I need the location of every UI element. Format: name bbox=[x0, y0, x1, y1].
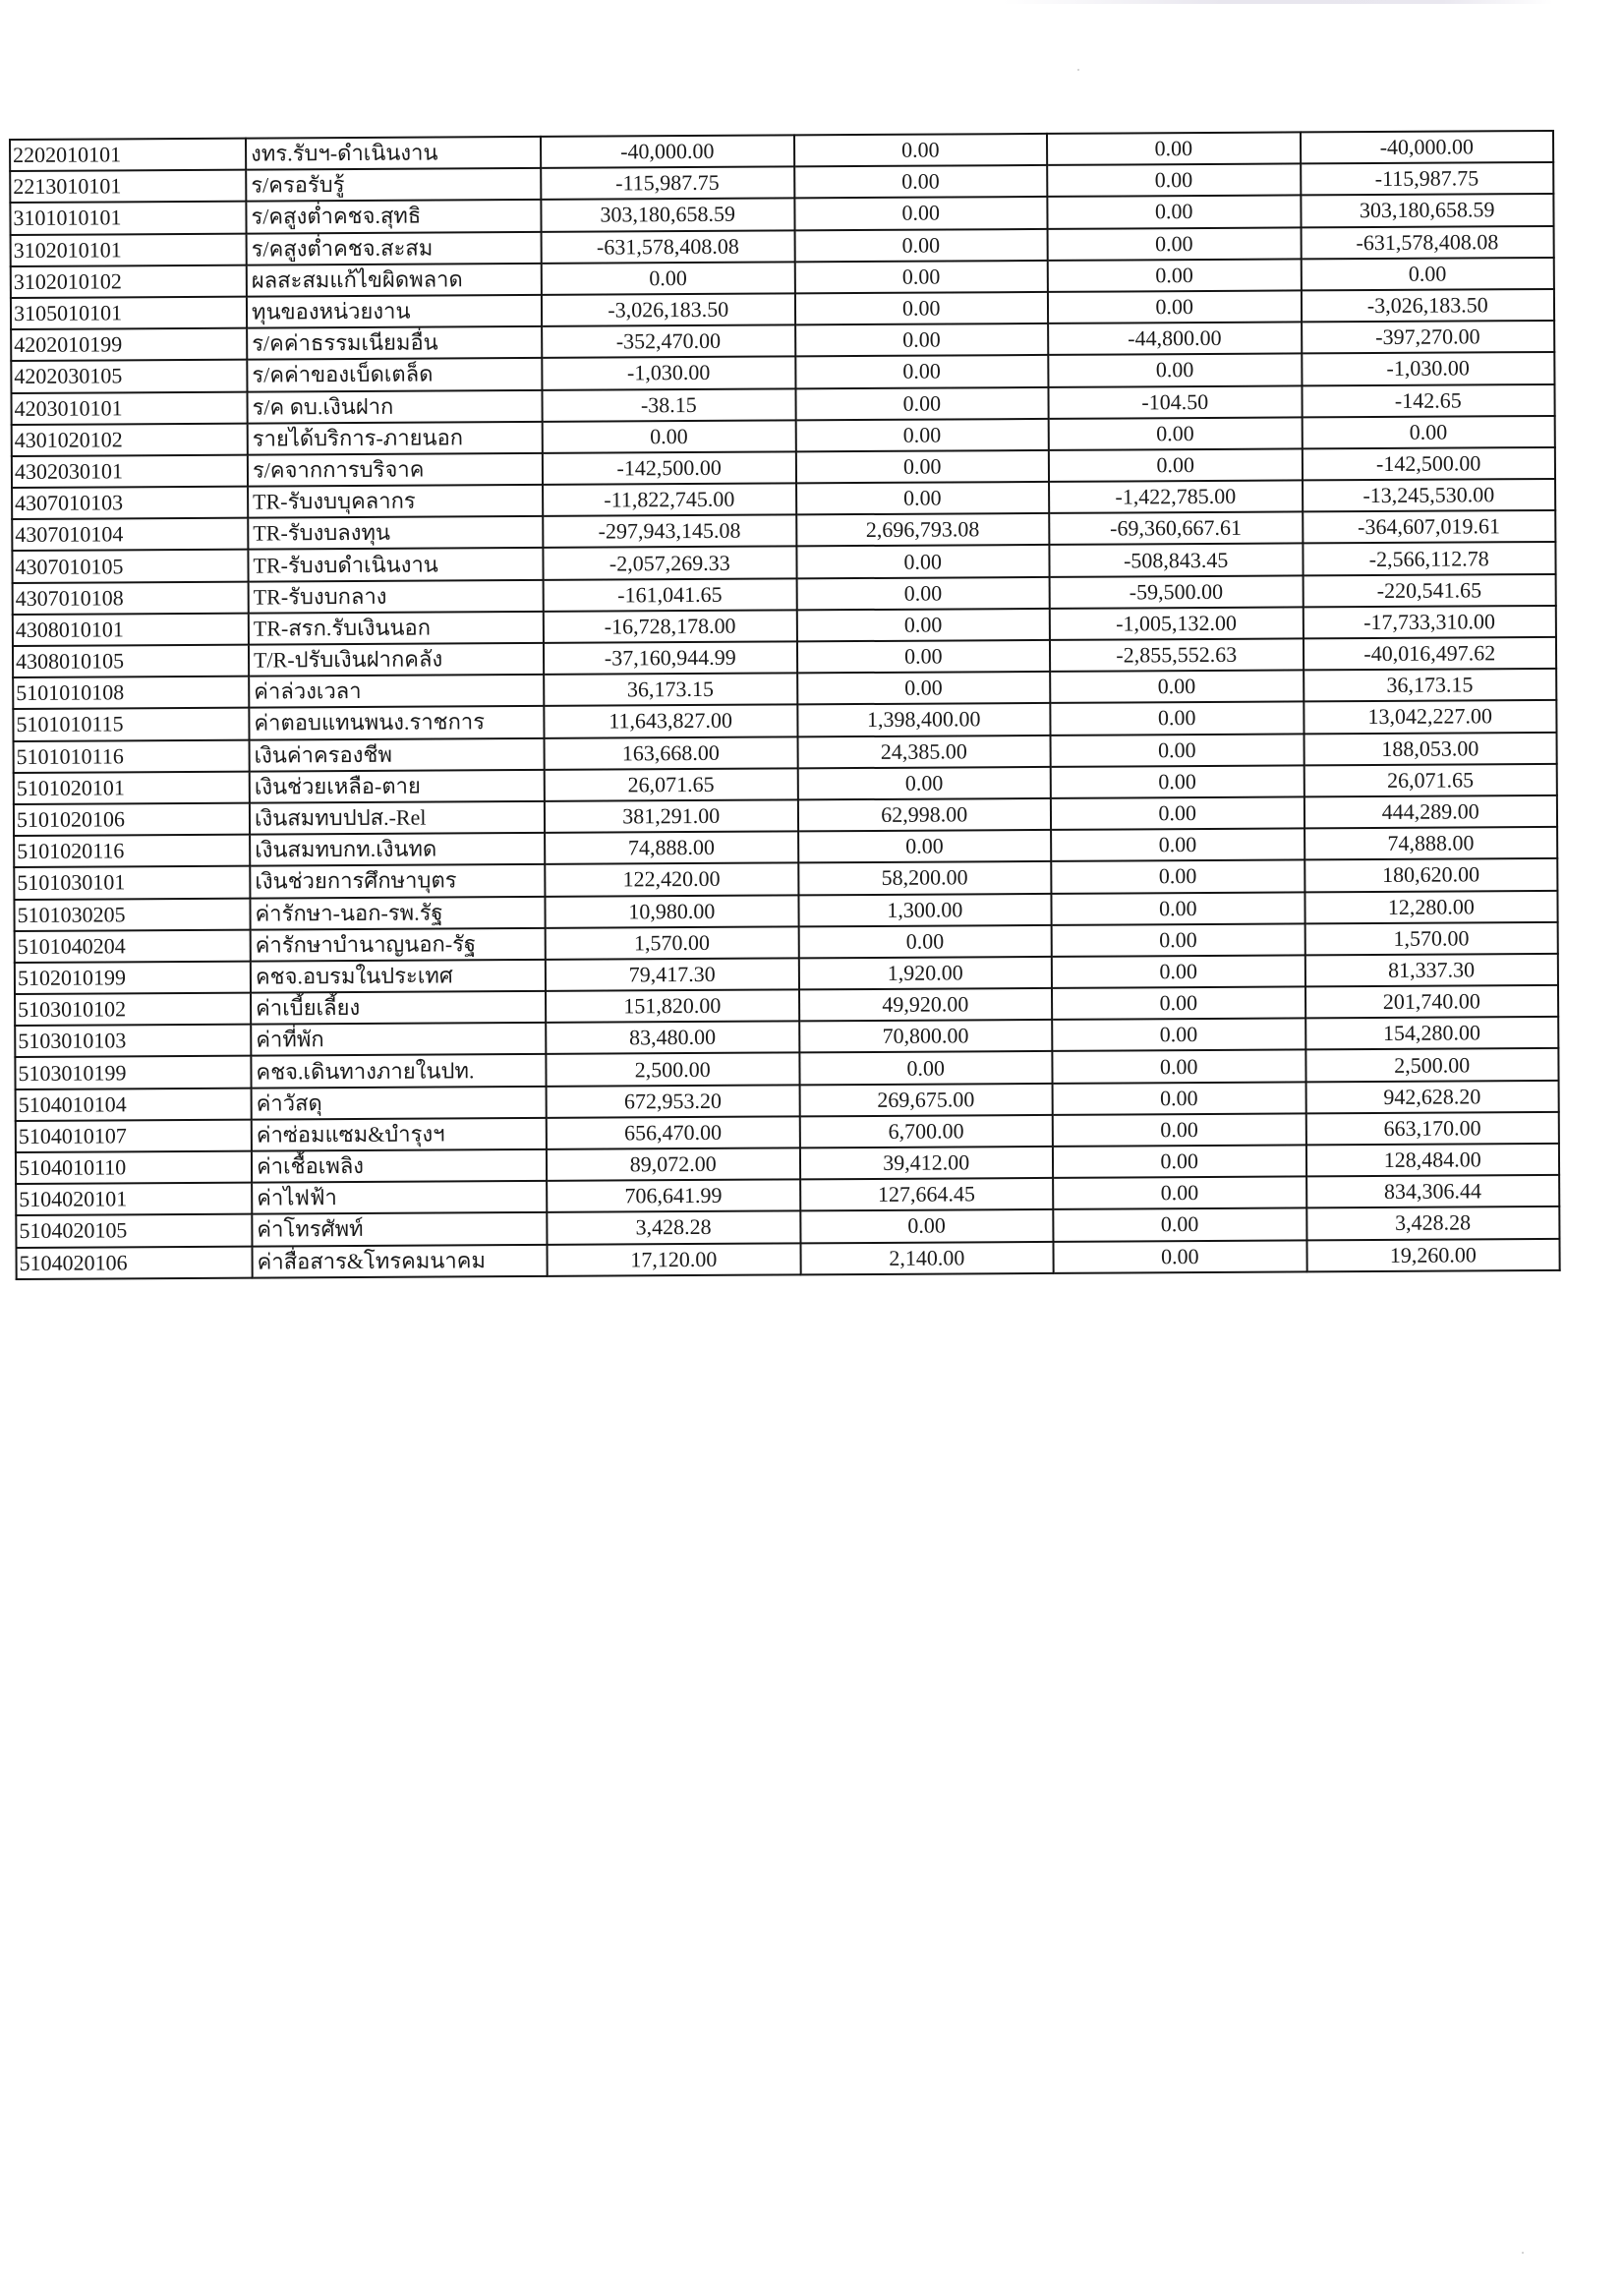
account-code-cell: 5102010199 bbox=[15, 961, 251, 994]
closing-balance-cell: 36,173.15 bbox=[1304, 669, 1557, 702]
account-name-cell: ร/คค่าของเบ็ดเตล็ด bbox=[247, 358, 542, 391]
account-name-cell: ค่าไฟฟ้า bbox=[252, 1181, 547, 1214]
account-code-cell: 4307010108 bbox=[13, 581, 249, 615]
debit-amount-cell: 127,664.45 bbox=[800, 1178, 1054, 1211]
credit-amount-cell: 0.00 bbox=[1052, 1019, 1305, 1052]
account-name-cell: TR-รับงบบุคลากร bbox=[248, 485, 543, 518]
debit-amount-cell: 0.00 bbox=[795, 450, 1049, 484]
credit-amount-cell: 0.00 bbox=[1050, 702, 1304, 736]
debit-amount-cell: 1,920.00 bbox=[798, 957, 1052, 990]
opening-balance-cell: 74,888.00 bbox=[545, 832, 798, 865]
closing-balance-cell: -1,030.00 bbox=[1302, 352, 1555, 385]
account-code-cell: 5104010110 bbox=[16, 1151, 252, 1185]
account-name-cell: งทร.รับฯ-ดำเนินงาน bbox=[246, 137, 541, 170]
account-name-cell: เงินสมทบปปส.-Rel bbox=[250, 801, 545, 835]
account-code-cell: 3101010101 bbox=[10, 202, 246, 235]
debit-amount-cell: 0.00 bbox=[794, 197, 1048, 230]
account-name-cell: ร/ค ดบ.เงินฝาก bbox=[247, 389, 542, 423]
account-code-cell: 4301020102 bbox=[12, 423, 248, 456]
account-code-cell: 4307010103 bbox=[12, 487, 248, 520]
account-code-cell: 5101030205 bbox=[14, 898, 250, 931]
opening-balance-cell: -40,000.00 bbox=[541, 135, 794, 168]
debit-amount-cell: 0.00 bbox=[796, 482, 1050, 515]
credit-amount-cell: 0.00 bbox=[1053, 1082, 1306, 1115]
credit-amount-cell: 0.00 bbox=[1050, 671, 1304, 704]
closing-balance-cell: 0.00 bbox=[1301, 258, 1554, 291]
opening-balance-cell: -161,041.65 bbox=[544, 578, 797, 612]
account-name-cell: TR-รับงบกลาง bbox=[249, 580, 544, 614]
account-name-cell: ค่าวัสดุ bbox=[252, 1086, 547, 1119]
credit-amount-cell: 0.00 bbox=[1052, 1050, 1305, 1084]
credit-amount-cell: 0.00 bbox=[1051, 796, 1304, 830]
account-name-cell: ค่าตอบแทนพนง.ราชการ bbox=[249, 706, 544, 739]
debit-amount-cell: 0.00 bbox=[798, 830, 1052, 863]
credit-amount-cell: 0.00 bbox=[1053, 1145, 1306, 1178]
closing-balance-cell: -40,000.00 bbox=[1300, 131, 1553, 164]
account-code-cell: 5104010107 bbox=[16, 1119, 252, 1152]
credit-amount-cell: 0.00 bbox=[1053, 1113, 1306, 1147]
debit-amount-cell: 0.00 bbox=[797, 672, 1051, 705]
closing-balance-cell: -220,541.65 bbox=[1303, 574, 1556, 608]
account-name-cell: คชจ.เดินทางภายในปท. bbox=[251, 1054, 546, 1088]
opening-balance-cell: 89,072.00 bbox=[547, 1148, 800, 1181]
account-code-cell: 5104020106 bbox=[16, 1246, 252, 1279]
opening-balance-cell: 11,643,827.00 bbox=[544, 705, 797, 738]
opening-balance-cell: 10,980.00 bbox=[545, 895, 798, 928]
opening-balance-cell: -11,822,745.00 bbox=[543, 483, 796, 516]
account-code-cell: 5103010103 bbox=[15, 1025, 251, 1058]
credit-amount-cell: -104.50 bbox=[1048, 385, 1302, 419]
credit-amount-cell: 0.00 bbox=[1052, 923, 1305, 957]
account-name-cell: คชจ.อบรมในประเทศ bbox=[251, 960, 546, 993]
account-code-cell: 5101010115 bbox=[13, 708, 249, 741]
account-name-cell: ร/คค่าธรรมเนียมอื่น bbox=[247, 326, 542, 360]
account-code-cell: 4307010104 bbox=[12, 518, 248, 552]
debit-amount-cell: 0.00 bbox=[795, 324, 1049, 357]
debit-amount-cell: 0.00 bbox=[796, 609, 1050, 642]
debit-amount-cell: 0.00 bbox=[796, 545, 1050, 578]
scan-speck bbox=[1077, 69, 1079, 71]
closing-balance-cell: -631,578,408.08 bbox=[1301, 226, 1554, 260]
credit-amount-cell: 0.00 bbox=[1049, 417, 1303, 450]
opening-balance-cell: -115,987.75 bbox=[541, 167, 794, 201]
credit-amount-cell: -69,360,667.61 bbox=[1049, 512, 1303, 546]
account-code-cell: 4308010101 bbox=[13, 613, 249, 646]
closing-balance-cell: 188,053.00 bbox=[1304, 733, 1557, 766]
opening-balance-cell: 17,120.00 bbox=[547, 1243, 800, 1276]
opening-balance-cell: 672,953.20 bbox=[547, 1085, 800, 1118]
account-name-cell: เงินสมทบกท.เงินทด bbox=[250, 833, 545, 866]
debit-amount-cell: 0.00 bbox=[796, 640, 1050, 674]
credit-amount-cell: -508,843.45 bbox=[1049, 544, 1303, 577]
opening-balance-cell: -3,026,183.50 bbox=[542, 293, 795, 326]
debit-amount-cell: 2,140.00 bbox=[800, 1241, 1054, 1274]
opening-balance-cell: 303,180,658.59 bbox=[541, 199, 794, 232]
account-name-cell: ค่าเชื้อเพลิง bbox=[252, 1149, 547, 1183]
credit-amount-cell: 0.00 bbox=[1048, 290, 1302, 324]
opening-balance-cell: -2,057,269.33 bbox=[543, 547, 796, 580]
account-code-cell: 4202030105 bbox=[11, 360, 247, 393]
closing-balance-cell: -13,245,530.00 bbox=[1303, 479, 1556, 512]
account-code-cell: 5101010116 bbox=[14, 739, 250, 773]
opening-balance-cell: -352,470.00 bbox=[542, 325, 795, 359]
credit-amount-cell: 0.00 bbox=[1052, 986, 1305, 1020]
debit-amount-cell: 39,412.00 bbox=[799, 1147, 1053, 1180]
account-name-cell: ร/คสูงต่ำคชจ.สะสม bbox=[247, 231, 542, 265]
account-name-cell: ค่าเบี้ยเลี้ยง bbox=[251, 991, 546, 1025]
account-name-cell: TR-สรก.รับเงินนอก bbox=[249, 612, 544, 645]
closing-balance-cell: 3,428.28 bbox=[1306, 1207, 1560, 1240]
debit-amount-cell: 0.00 bbox=[794, 292, 1048, 325]
debit-amount-cell: 6,700.00 bbox=[799, 1115, 1053, 1148]
closing-balance-cell: 201,740.00 bbox=[1304, 985, 1558, 1019]
debit-amount-cell: 0.00 bbox=[797, 767, 1051, 800]
account-code-cell: 4307010105 bbox=[12, 550, 248, 583]
opening-balance-cell: 3,428.28 bbox=[547, 1211, 800, 1245]
account-code-cell: 5101010108 bbox=[13, 677, 249, 710]
credit-amount-cell: -44,800.00 bbox=[1048, 323, 1302, 356]
credit-amount-cell: 0.00 bbox=[1053, 1177, 1306, 1210]
account-name-cell: TR-รับงบลงทุน bbox=[248, 516, 543, 550]
opening-balance-cell: 163,668.00 bbox=[545, 736, 798, 770]
scan-edge-tint bbox=[1003, 0, 1553, 4]
closing-balance-cell: -142,500.00 bbox=[1302, 447, 1555, 481]
account-name-cell: ค่าที่พัก bbox=[251, 1023, 546, 1056]
closing-balance-cell: 2,500.00 bbox=[1305, 1048, 1559, 1082]
account-name-cell: TR-รับงบดำเนินงาน bbox=[248, 548, 543, 581]
account-code-cell: 5104020101 bbox=[16, 1183, 252, 1216]
closing-balance-cell: 26,071.65 bbox=[1304, 764, 1557, 797]
debit-amount-cell: 269,675.00 bbox=[799, 1084, 1053, 1117]
debit-amount-cell: 0.00 bbox=[800, 1209, 1054, 1243]
trial-balance-table bbox=[9, 130, 1561, 1280]
credit-amount-cell: -59,500.00 bbox=[1050, 575, 1304, 609]
debit-amount-cell: 0.00 bbox=[796, 577, 1050, 611]
account-code-cell: 4308010105 bbox=[13, 645, 249, 678]
closing-balance-cell: -2,566,112.78 bbox=[1303, 542, 1556, 575]
credit-amount-cell: -1,005,132.00 bbox=[1050, 607, 1304, 640]
closing-balance-cell: -142.65 bbox=[1302, 383, 1555, 417]
credit-amount-cell: 0.00 bbox=[1051, 734, 1304, 767]
closing-balance-cell: -397,270.00 bbox=[1302, 321, 1555, 354]
debit-amount-cell: 62,998.00 bbox=[797, 798, 1051, 832]
debit-amount-cell: 70,800.00 bbox=[799, 1020, 1053, 1053]
opening-balance-cell: -297,943,145.08 bbox=[543, 515, 796, 549]
opening-balance-cell: 706,641.99 bbox=[547, 1180, 800, 1213]
account-code-cell: 5101040204 bbox=[15, 929, 251, 963]
debit-amount-cell: 49,920.00 bbox=[798, 988, 1052, 1022]
scan-speck bbox=[1522, 2252, 1524, 2254]
account-name-cell: เงินค่าครองชีพ bbox=[250, 737, 545, 771]
debit-amount-cell: 0.00 bbox=[799, 1051, 1053, 1085]
account-code-cell: 5103010102 bbox=[15, 993, 251, 1027]
credit-amount-cell: 0.00 bbox=[1051, 829, 1304, 862]
debit-amount-cell: 0.00 bbox=[793, 134, 1047, 167]
account-code-cell: 5101020116 bbox=[14, 835, 250, 868]
account-name-cell: เงินช่วยเหลือ-ตาย bbox=[250, 770, 545, 803]
account-name-cell: ร/ครอรับรู้ bbox=[246, 168, 541, 202]
ledger-page bbox=[9, 130, 1559, 1280]
debit-amount-cell: 58,200.00 bbox=[798, 861, 1052, 895]
closing-balance-cell: 19,260.00 bbox=[1306, 1238, 1560, 1271]
closing-balance-cell: 663,170.00 bbox=[1305, 1112, 1559, 1146]
credit-amount-cell: -2,855,552.63 bbox=[1050, 638, 1304, 672]
credit-amount-cell: -1,422,785.00 bbox=[1049, 480, 1303, 513]
account-name-cell: ค่าซ่อมแซม&บำรุงฯ bbox=[252, 1118, 547, 1151]
account-name-cell: ค่าสื่อสาร&โทรคมนาคม bbox=[252, 1244, 547, 1277]
opening-balance-cell: 83,480.00 bbox=[546, 1022, 799, 1055]
trial-balance-body bbox=[10, 131, 1560, 1279]
account-code-cell: 5104020105 bbox=[16, 1214, 252, 1248]
closing-balance-cell: -40,016,497.62 bbox=[1303, 637, 1556, 671]
opening-balance-cell: -16,728,178.00 bbox=[544, 610, 797, 643]
account-code-cell: 2213010101 bbox=[10, 170, 246, 204]
opening-balance-cell: 1,570.00 bbox=[546, 926, 799, 960]
opening-balance-cell: -631,578,408.08 bbox=[542, 230, 795, 264]
debit-amount-cell: 0.00 bbox=[794, 228, 1048, 262]
account-name-cell: ค่าโทรศัพท์ bbox=[252, 1212, 547, 1246]
debit-amount-cell: 0.00 bbox=[794, 165, 1048, 199]
opening-balance-cell: 36,173.15 bbox=[544, 674, 797, 707]
account-code-cell: 5101020101 bbox=[14, 771, 250, 804]
opening-balance-cell: 2,500.00 bbox=[546, 1053, 799, 1087]
closing-balance-cell: -364,607,019.61 bbox=[1303, 510, 1556, 544]
closing-balance-cell: 942,628.20 bbox=[1305, 1081, 1559, 1114]
closing-balance-cell: 834,306.44 bbox=[1306, 1175, 1560, 1208]
opening-balance-cell: 656,470.00 bbox=[547, 1116, 800, 1149]
account-code-cell: 3102010102 bbox=[11, 265, 247, 298]
credit-amount-cell: 0.00 bbox=[1051, 892, 1304, 925]
credit-amount-cell: 0.00 bbox=[1048, 259, 1302, 292]
credit-amount-cell: 0.00 bbox=[1048, 227, 1302, 261]
closing-balance-cell: 12,280.00 bbox=[1304, 890, 1558, 923]
debit-amount-cell: 2,696,793.08 bbox=[796, 513, 1050, 547]
account-name-cell: ร/คจากการบริจาค bbox=[248, 453, 543, 487]
debit-amount-cell: 0.00 bbox=[795, 355, 1049, 388]
account-code-cell: 3102010101 bbox=[11, 233, 247, 266]
opening-balance-cell: 0.00 bbox=[542, 262, 795, 295]
credit-amount-cell: 0.00 bbox=[1051, 765, 1304, 798]
closing-balance-cell: -17,733,310.00 bbox=[1303, 606, 1556, 639]
account-name-cell: เงินช่วยการศึกษาบุตร bbox=[250, 864, 545, 898]
account-name-cell: T/R-ปรับเงินฝากคลัง bbox=[249, 643, 544, 677]
debit-amount-cell: 1,300.00 bbox=[798, 893, 1052, 926]
account-code-cell: 4203010101 bbox=[11, 391, 247, 425]
debit-amount-cell: 24,385.00 bbox=[797, 735, 1051, 768]
debit-amount-cell: 0.00 bbox=[794, 261, 1048, 294]
opening-balance-cell: 381,291.00 bbox=[545, 799, 798, 833]
closing-balance-cell: 13,042,227.00 bbox=[1304, 700, 1557, 734]
credit-amount-cell: 0.00 bbox=[1053, 1208, 1306, 1242]
closing-balance-cell: 180,620.00 bbox=[1304, 858, 1558, 892]
account-code-cell: 3105010101 bbox=[11, 297, 247, 330]
debit-amount-cell: 1,398,400.00 bbox=[797, 703, 1051, 736]
account-code-cell: 5104010104 bbox=[16, 1088, 252, 1121]
opening-balance-cell: -37,160,944.99 bbox=[544, 641, 797, 675]
closing-balance-cell: 0.00 bbox=[1302, 416, 1555, 449]
account-name-cell: ผลสะสมแก้ไขผิดพลาด bbox=[247, 264, 542, 297]
account-code-cell: 4202010199 bbox=[11, 328, 247, 362]
credit-amount-cell: 0.00 bbox=[1052, 955, 1305, 988]
closing-balance-cell: 74,888.00 bbox=[1304, 827, 1558, 860]
account-name-cell: ร/คสูงต่ำคชจ.สุทธิ bbox=[246, 200, 541, 233]
credit-amount-cell: 0.00 bbox=[1049, 448, 1303, 482]
debit-amount-cell: 0.00 bbox=[798, 925, 1052, 959]
opening-balance-cell: 0.00 bbox=[543, 420, 796, 453]
account-code-cell: 5101020106 bbox=[14, 803, 250, 837]
account-name-cell: รายได้บริการ-ภายนอก bbox=[248, 422, 543, 455]
credit-amount-cell: 0.00 bbox=[1047, 164, 1301, 198]
credit-amount-cell: 0.00 bbox=[1047, 196, 1301, 229]
credit-amount-cell: 0.00 bbox=[1047, 132, 1301, 165]
credit-amount-cell: 0.00 bbox=[1053, 1240, 1306, 1273]
account-name-cell: ทุนของหน่วยงาน bbox=[247, 295, 542, 328]
credit-amount-cell: 0.00 bbox=[1051, 860, 1304, 894]
account-name-cell: ค่ารักษาบำนาญนอก-รัฐ bbox=[251, 928, 546, 962]
closing-balance-cell: 444,289.00 bbox=[1304, 795, 1557, 829]
credit-amount-cell: 0.00 bbox=[1048, 354, 1302, 387]
opening-balance-cell: -1,030.00 bbox=[542, 357, 795, 390]
account-code-cell: 5103010199 bbox=[15, 1056, 251, 1089]
opening-balance-cell: 151,820.00 bbox=[546, 989, 799, 1023]
closing-balance-cell: 128,484.00 bbox=[1305, 1144, 1559, 1177]
account-code-cell: 4302030101 bbox=[12, 454, 248, 488]
account-code-cell: 5101030101 bbox=[14, 866, 250, 900]
closing-balance-cell: 1,570.00 bbox=[1304, 922, 1558, 956]
account-code-cell: 2202010101 bbox=[10, 139, 246, 172]
closing-balance-cell: 154,280.00 bbox=[1305, 1017, 1559, 1050]
account-name-cell: ค่าล่วงเวลา bbox=[249, 675, 544, 708]
closing-balance-cell: 303,180,658.59 bbox=[1301, 194, 1554, 227]
opening-balance-cell: -142,500.00 bbox=[543, 451, 796, 485]
closing-balance-cell: 81,337.30 bbox=[1304, 954, 1558, 987]
closing-balance-cell: -3,026,183.50 bbox=[1301, 289, 1554, 323]
opening-balance-cell: -38.15 bbox=[542, 388, 795, 422]
account-name-cell: ค่ารักษา-นอก-รพ.รัฐ bbox=[250, 896, 545, 929]
opening-balance-cell: 26,071.65 bbox=[545, 768, 798, 801]
opening-balance-cell: 79,417.30 bbox=[546, 958, 799, 991]
closing-balance-cell: -115,987.75 bbox=[1301, 162, 1554, 196]
opening-balance-cell: 122,420.00 bbox=[545, 863, 798, 897]
debit-amount-cell: 0.00 bbox=[795, 419, 1049, 452]
debit-amount-cell: 0.00 bbox=[795, 386, 1049, 420]
